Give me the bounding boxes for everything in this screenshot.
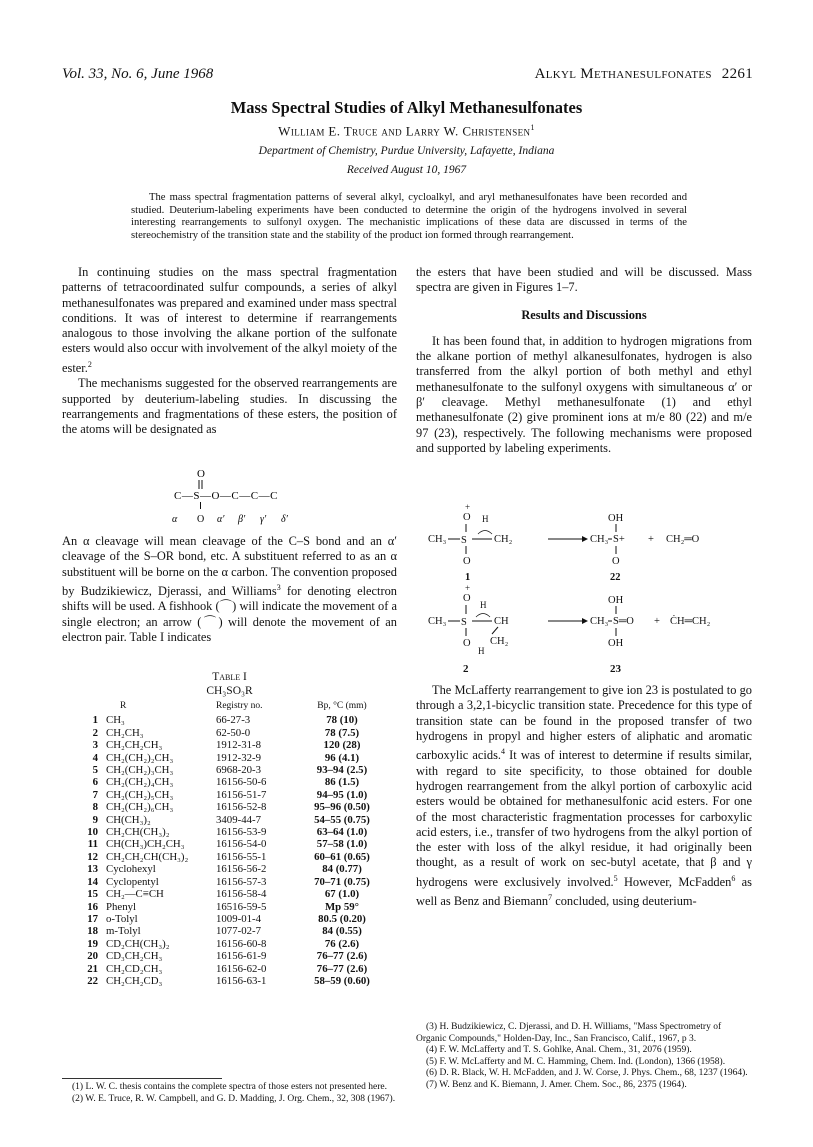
row-registry: 1912-32-9 xyxy=(216,751,261,764)
row-registry: 6968-20-3 xyxy=(216,764,261,777)
row-bp: 80.5 (0.20) xyxy=(318,912,366,925)
ref-mark-4: 4 xyxy=(501,747,505,757)
row-bp: 76–77 (2.6) xyxy=(316,962,368,975)
row-bp: 57–58 (1.0) xyxy=(316,838,368,851)
row-registry: 16156-54-0 xyxy=(216,838,267,851)
r2-ch3: CH₃ xyxy=(428,616,447,627)
row-substituent: CH₂CH₃ xyxy=(106,726,144,739)
col-header-bp: Bp, °C (mm) xyxy=(317,701,367,711)
table-row xyxy=(84,752,384,764)
r1-s-letter: S xyxy=(461,535,467,546)
ref-mark-5: 5 xyxy=(613,873,618,883)
left-column-convention xyxy=(62,534,397,645)
row-number: 21 xyxy=(87,962,98,975)
col-header-r: R xyxy=(120,701,127,711)
row-bp: 84 (0.77) xyxy=(322,863,362,876)
row-substituent: CH₂CH₂CH₃ xyxy=(106,739,163,752)
row-registry: 16156-52-8 xyxy=(216,801,267,814)
row-bp: 120 (28) xyxy=(323,739,361,752)
table-row xyxy=(84,888,384,900)
abstract: The mass spectral fragmentation patterns of several alkyl, cycloalkyl, and aryl methanesulfonates have been recorded and studied. Deuterium-labeling experiments have been conducted to determine the origin of the hydrogens involved in several interesting rearrangements to sulfonyl oxygen. The mechanistic implications of these data are discussed in terms of the stereochemistry of the transition state and the stability of the product ion formed through rearrangement. xyxy=(131,192,687,241)
ref-mark-7: 7 xyxy=(548,893,553,903)
label-alpha: α xyxy=(172,514,178,525)
table-row xyxy=(84,975,384,987)
results-paragraph: It has been found that, in addition to hydrogen migrations from the alkane portion of methyl alkanesulfonates, hydrogen is also transferred from the alkyl portion of both methyl and ethyl methanesulfonate to the sulfonyl oxygens with simultaneous α′ or β′ cleavage. Methyl methanesulfonate (1) and ethyl methanesulfonate (2) give prominent ions at m/e 80 (22) and m/e 97 (23), respectively. The following mechanisms were proposed and supported by labeling experiments. xyxy=(416,333,752,455)
row-registry: 16156-62-0 xyxy=(216,962,267,975)
footnote-7: (7) W. Benz and K. Biemann, J. Amer. Chem. Soc., 86, 2375 (1964). xyxy=(426,1079,687,1090)
r2-prod-s: S═O xyxy=(613,616,634,627)
r2-s-letter: S xyxy=(461,617,467,628)
row-substituent: CH₂(CH₂)₃CH₃ xyxy=(106,764,174,777)
table-row xyxy=(84,925,384,937)
row-bp: 60–61 (0.65) xyxy=(314,850,370,863)
affiliation: Department of Chemistry, Purdue University, Lafayette, Indiana xyxy=(258,145,555,157)
r1-o-top: O xyxy=(463,512,471,523)
row-substituent: CD₃CH₂CH₃ xyxy=(106,950,163,963)
right-column-mclafferty xyxy=(416,683,752,910)
row-number: 10 xyxy=(87,826,98,839)
ref-mark-2: 2 xyxy=(87,359,92,369)
row-registry: 16156-63-1 xyxy=(216,974,267,987)
mclafferty-paragraph xyxy=(416,683,752,910)
r2-byproduct: ĊH═CH₂ xyxy=(670,616,711,627)
row-bp: 76–77 (2.6) xyxy=(316,950,368,963)
row-registry: 16156-60-8 xyxy=(216,937,267,950)
table-row xyxy=(84,739,384,751)
ref-mark-3: 3 xyxy=(276,582,281,592)
row-substituent: CH₂(CH₂)₂CH₃ xyxy=(106,751,174,764)
table-row xyxy=(84,789,384,801)
compound-label-22: 22 xyxy=(610,572,621,583)
table-row xyxy=(84,776,384,788)
mclafferty-text-5: concluded, using deuterium- xyxy=(552,894,697,909)
row-registry: 16156-50-6 xyxy=(216,776,267,789)
row-bp: 94–95 (1.0) xyxy=(316,788,368,801)
row-bp: 96 (4.1) xyxy=(324,751,360,764)
mechanism-paragraph: The mechanisms suggested for the observed rearrangements are supported by deuterium-labeling studies. In discussing the rearrangements and fragmentations of these esters, the position of the atoms will be designated as xyxy=(62,376,397,437)
row-number: 7 xyxy=(92,788,98,801)
table-row xyxy=(84,826,384,838)
footnote-1: (1) L. W. C. thesis contains the complete spectra of those esters not presented here. xyxy=(72,1082,387,1092)
col-header-registry: Registry no. xyxy=(216,701,263,711)
row-number: 13 xyxy=(87,863,98,876)
row-bp: 54–55 (0.75) xyxy=(314,813,370,826)
row-substituent: CH₂CH₂CH(CH₃)₂ xyxy=(106,850,189,863)
row-number: 9 xyxy=(92,813,98,826)
row-registry: 16156-56-2 xyxy=(216,863,267,876)
running-title: Alkyl Methanesulfonates xyxy=(534,66,712,82)
row-substituent: CH₂CH₂CD₃ xyxy=(106,974,163,987)
page-number: 2261 xyxy=(721,66,753,82)
table-row xyxy=(84,851,384,863)
table-row xyxy=(84,814,384,826)
row-number: 2 xyxy=(92,726,98,739)
table-row xyxy=(84,714,384,726)
row-number: 12 xyxy=(87,850,98,863)
table-row xyxy=(84,963,384,975)
row-bp: 84 (0.55) xyxy=(322,925,362,938)
footnotes-left xyxy=(62,1082,397,1105)
compound-label-2: 2 xyxy=(463,663,469,675)
article-title: Mass Spectral Studies of Alkyl Methanesulfonates xyxy=(230,98,583,117)
table-caption xyxy=(62,670,397,698)
row-bp: 58–59 (0.60) xyxy=(314,974,370,987)
r1-ch3: CH₃ xyxy=(428,534,447,545)
row-registry: 1009-01-4 xyxy=(216,912,261,925)
compound-label-23: 23 xyxy=(610,663,621,675)
row-substituent: CH(CH₃)₂ xyxy=(106,813,151,826)
received-date: Received August 10, 1967 xyxy=(346,164,467,176)
r2-prod-ch3: CH₃ xyxy=(590,616,609,627)
footnote-3: (3) H. Budzikiewicz, C. Djerassi, and D. H. Williams, "Mass Spectrometry of Organic Compounds," Holden-Day, Inc., San Francisco, Calif., 1967, p 3. xyxy=(416,1022,722,1044)
right-column-results xyxy=(416,265,752,456)
convention-paragraph xyxy=(62,534,397,645)
row-number: 8 xyxy=(92,801,98,814)
reaction-scheme xyxy=(420,500,750,658)
r1-prod-s: S+ xyxy=(613,534,625,545)
row-bp: 78 (7.5) xyxy=(324,726,360,739)
row-number: 3 xyxy=(92,739,98,752)
row-substituent: CH₂—C≡CH xyxy=(106,888,164,901)
row-substituent: CH₂(CH₂)₅CH₃ xyxy=(106,788,174,801)
r1-oh: OH xyxy=(608,513,624,524)
footnote-6: (6) D. R. Black, W. H. McFadden, and J. W. Corse, J. Phys. Chem., 68, 1237 (1964). xyxy=(426,1068,748,1079)
table-row xyxy=(84,938,384,950)
r2-h1: H xyxy=(480,600,487,610)
row-substituent: CH₂(CH₂)₄CH₃ xyxy=(106,776,174,789)
row-number: 18 xyxy=(87,925,98,938)
footnote-5: (5) F. W. McLafferty and M. C. Hamming, Chem. Ind. (London), 1366 (1958). xyxy=(426,1056,726,1067)
table-row xyxy=(84,876,384,888)
row-registry: 16156-61-9 xyxy=(216,950,267,963)
row-bp: 93–94 (2.5) xyxy=(316,764,368,777)
r1-prod-o: O xyxy=(612,556,620,567)
left-column-intro xyxy=(62,265,397,437)
mclafferty-text-4: as well as Benz and Biemann xyxy=(416,874,752,909)
row-substituent: CH₂(CH₂)₆CH₃ xyxy=(106,801,174,814)
r2-plus: + xyxy=(654,616,660,627)
atom-designation-diagram xyxy=(170,466,310,528)
row-substituent: m-Tolyl xyxy=(106,925,141,938)
author-names: William E. Truce and Larry W. Christensen xyxy=(278,123,531,139)
label-o: O xyxy=(197,514,205,525)
row-number: 17 xyxy=(87,912,98,925)
row-registry: 3409-44-7 xyxy=(216,813,261,826)
r2-ch: CH xyxy=(494,616,509,627)
row-registry: 62-50-0 xyxy=(216,726,251,739)
row-registry: 1912-31-8 xyxy=(216,739,261,752)
row-number: 6 xyxy=(92,776,98,789)
footnotes-right xyxy=(416,1022,752,1092)
intro-paragraph xyxy=(62,265,397,376)
r1-o-bot: O xyxy=(463,556,471,567)
r2-oh-bot: OH xyxy=(608,638,624,649)
convention-text: An α cleavage will mean cleavage of the C–S bond and an α′ cleavage of the S–OR bond, etc. A substituent referred to as an α substituent will be borne on the α carbon. The convention proposed by Budzikiewicz, Djerassi, and Williams xyxy=(62,534,397,599)
row-substituent: CH₂CH(CH₃)₂ xyxy=(106,826,170,839)
footnote-4: (4) F. W. McLafferty and T. S. Gohlke, Anal. Chem., 31, 2076 (1959). xyxy=(426,1045,692,1056)
table-row xyxy=(84,901,384,913)
mclafferty-text: The McLafferty rearrangement to give ion 23 is postulated to go through a 3,2,1-bicyclic transition state. Precedence for this type of transition state can be found in the proposed transfer of two hydrogens in propyl and higher esters of aliphatic and aromatic carboxylic acids. xyxy=(416,683,752,763)
row-bp: 78 (10) xyxy=(326,714,358,727)
row-registry: 16156-58-4 xyxy=(216,888,267,901)
r1-ch2: CH₂ xyxy=(494,534,513,545)
label-delta-prime: δ′ xyxy=(281,514,288,525)
row-registry: 16156-53-9 xyxy=(216,826,267,839)
table-1 xyxy=(84,700,384,987)
row-number: 15 xyxy=(87,888,98,901)
row-registry: 16156-55-1 xyxy=(216,850,267,863)
table-row xyxy=(84,838,384,850)
table-row xyxy=(84,727,384,739)
author-footnote-mark: 1 xyxy=(530,123,535,132)
r2-h2: H xyxy=(478,646,485,656)
table-title: Table I xyxy=(212,671,247,683)
row-registry: 16156-51-7 xyxy=(216,788,267,801)
row-substituent: CH₃ xyxy=(106,714,125,727)
r1-byproduct: CH₂═O xyxy=(666,534,700,545)
r1-plus-mark: + xyxy=(465,502,471,512)
section-heading: Results and Discussions xyxy=(521,307,647,322)
row-substituent: Phenyl xyxy=(106,900,136,913)
r1-h: H xyxy=(482,514,489,524)
compound-label-1: 1 xyxy=(465,572,471,583)
row-number: 20 xyxy=(87,950,98,963)
r2-o-bot: O xyxy=(463,638,471,649)
row-bp: 86 (1.5) xyxy=(324,776,360,789)
row-bp: 63–64 (1.0) xyxy=(316,826,368,839)
row-substituent: CH₂CD₂CH₃ xyxy=(106,962,163,975)
r1-prod-ch3: CH₃ xyxy=(590,534,609,545)
designation-top-o: O xyxy=(197,468,205,480)
table-row xyxy=(84,801,384,813)
table-row xyxy=(84,764,384,776)
table-subtitle: CH₃SO₃R xyxy=(206,685,253,697)
row-bp: 76 (2.6) xyxy=(324,937,360,950)
intro-text: In continuing studies on the mass spectral fragmentation patterns of tetracoordinated sulfur compounds, a series of alkyl methanesulfonates was prepared and examined under mass spectral conditions. It was of interest to determine if rearrangements analogous to those involving the alkane portion of the sulfonate esters would also occur with involvement of the alkyl moiety of the ester. xyxy=(62,265,397,375)
authors xyxy=(0,123,813,139)
row-number: 16 xyxy=(87,900,98,913)
row-bp: 95–96 (0.50) xyxy=(314,801,370,814)
convention-text-cont: for denoting electron shifts will be used. A fishhook (⌒) will indicate the movement of a single electron; an arrow (⌒) will denote the movement of an electron pair. Table I indicates xyxy=(62,584,397,644)
row-number: 4 xyxy=(92,751,98,764)
figures-paragraph: the esters that have been studied and will be discussed. Mass spectra are given in Figures 1–7. xyxy=(416,265,752,295)
label-beta-prime: β′ xyxy=(238,514,246,525)
row-substituent: Cyclopentyl xyxy=(106,875,159,888)
row-registry: 1077-02-7 xyxy=(216,925,261,938)
row-number: 1 xyxy=(92,714,98,727)
row-substituent: Cyclohexyl xyxy=(106,863,156,876)
label-gamma-prime: γ′ xyxy=(260,514,267,525)
running-header-right xyxy=(535,66,753,83)
running-header-left: Vol. 33, No. 6, June 1968 xyxy=(62,66,214,82)
table-row xyxy=(84,950,384,962)
mclafferty-text-3: However, McFadden xyxy=(617,874,732,889)
r2-oh-top: OH xyxy=(608,595,624,606)
row-bp: 67 (1.0) xyxy=(324,888,360,901)
row-number: 5 xyxy=(92,764,98,777)
row-number: 14 xyxy=(87,875,98,888)
r2-ch2: CH₂ xyxy=(490,636,509,647)
footnote-rule xyxy=(62,1078,222,1079)
row-registry: 16516-59-5 xyxy=(216,900,267,913)
row-number: 22 xyxy=(87,974,98,987)
label-alpha-prime: α′ xyxy=(217,514,225,525)
ref-mark-6: 6 xyxy=(731,873,736,883)
row-substituent: o-Tolyl xyxy=(106,912,138,925)
footnote-2: (2) W. E. Truce, R. W. Campbell, and G. D. Madding, J. Org. Chem., 32, 308 (1967). xyxy=(72,1093,396,1104)
r1-plus: + xyxy=(648,534,654,545)
table-header-row xyxy=(84,700,384,714)
row-number: 19 xyxy=(87,937,98,950)
row-number: 11 xyxy=(87,838,98,851)
r2-o-top: O xyxy=(463,593,471,604)
row-bp: 70–71 (0.75) xyxy=(314,875,370,888)
row-substituent: CH(CH₃)CH₂CH₃ xyxy=(106,838,185,851)
row-substituent: CD₂CH(CH₃)₂ xyxy=(106,937,170,950)
mclafferty-text-2: It was of interest to determine if results similar, with regard to site specificity, to those obtained for double hydrogen rearrangement from the alkyl portion of carboxylic acid esters would be obtained for methanesulfonic acid esters. For one of the most characteristic fragmentation processes for carboxylic acid esters, i.e., transfer of two hydrogens from the alkyl portion of the ester with loss of the alkyl residue, it had originally been thought, as a result of work on sec-butyl acetate, that β and γ hydrogens were exclusively involved. xyxy=(416,748,752,889)
r2-plus-mark: + xyxy=(465,583,471,593)
table-row xyxy=(84,913,384,925)
row-registry: 16156-57-3 xyxy=(216,875,267,888)
row-registry: 66-27-3 xyxy=(216,714,251,727)
table-row xyxy=(84,863,384,875)
row-bp: Mp 59° xyxy=(324,900,359,913)
designation-chain: C—S—O—C—C—C xyxy=(174,490,278,502)
